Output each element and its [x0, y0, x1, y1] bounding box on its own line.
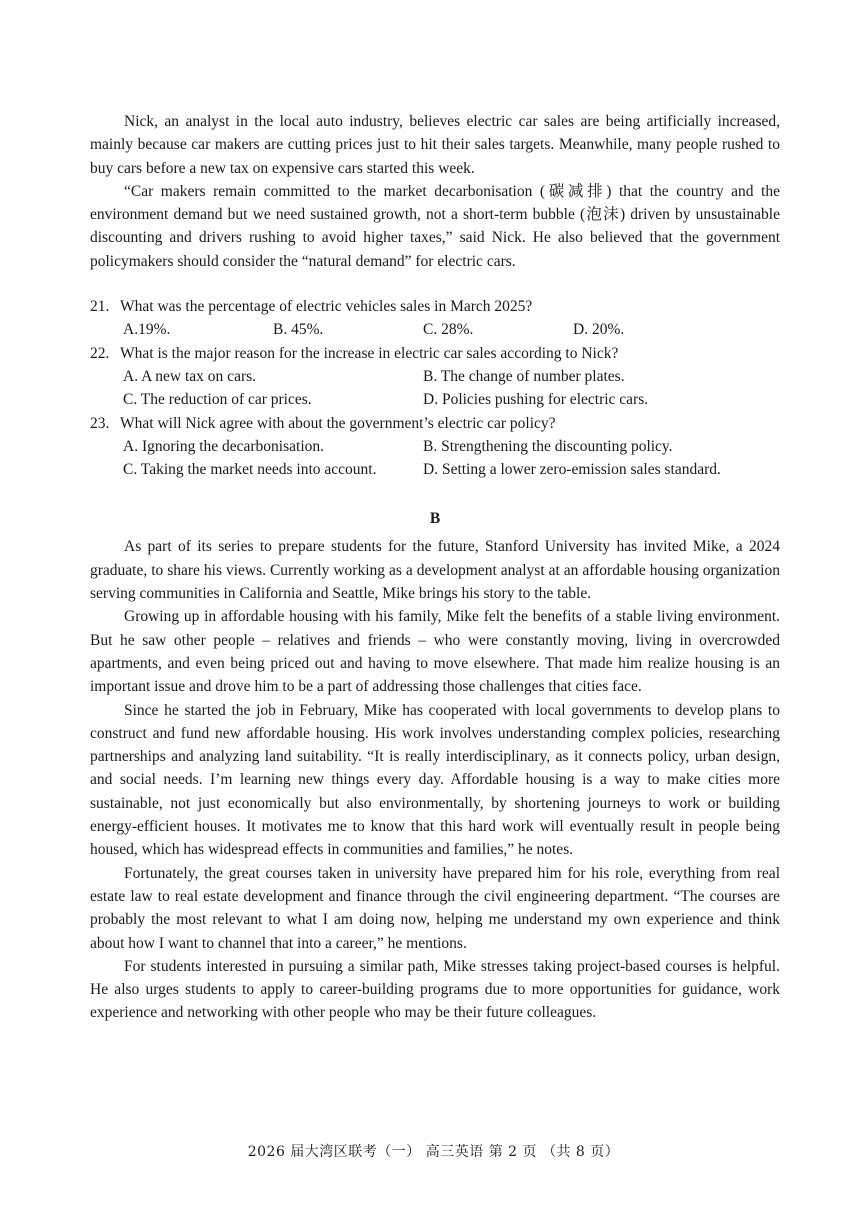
option-a: A. A new tax on cars. [123, 367, 257, 385]
question-number: 23. [90, 414, 110, 432]
option-b: B. The change of number plates. [423, 367, 625, 385]
question-stem: What will Nick agree with about the government’s electric car policy? [120, 414, 556, 432]
option-c: C. Taking the market needs into account. [123, 461, 377, 479]
question-23 [90, 412, 780, 482]
option-c: C. 28%. [423, 321, 474, 339]
passage-b-paragraph-1: As part of its series to prepare students for the future, Stanford University has invited Mike, a 2024 graduate, to share his views. Currently working as a development analyst at an affordable housing organization serving communities in California and Seattle, Mike brings his story to the table. [90, 538, 780, 603]
question-stem: What was the percentage of electric vehicles sales in March 2025? [120, 298, 533, 316]
passage-a-paragraph-2: “Car makers remain committed to the market decarbonisation (碳减排) that the country and the environment demand but we need sustained growth, not a short-term bubble (泡沫) driven by unsustainable discounting and drivers rushing to avoid higher taxes,” said Nick. He also believed that the government policymakers should consider the “natural demand” for electric cars. [90, 182, 780, 270]
passage-b-paragraph-4: Fortunately, the great courses taken in university have prepared him for his role, everything from real estate law to real estate development and finance through the civil engineering department. “The courses are probably the most relevant to what I am doing now, helping me understand my own experience and think about how I want to channel that into a career,” he mentions. [90, 864, 780, 952]
option-b: B. Strengthening the discounting policy. [423, 437, 673, 455]
question-21 [90, 295, 780, 342]
passage-a-paragraph-1: Nick, an analyst in the local auto industry, believes electric car sales are being artificially increased, mainly because car makers are cutting prices just to hit their sales targets. Meanwhile, many people rushed to buy cars before a new tax on expensive cars started this week. [90, 113, 780, 177]
option-a: A. Ignoring the decarbonisation. [123, 437, 325, 455]
option-b: B. 45%. [273, 321, 324, 339]
passage-b-paragraph-2: Growing up in affordable housing with his family, Mike felt the benefits of a stable living environment. But he saw other people – relatives and friends – who were constantly moving, living in overcrowded apartments, and even being priced out and having to move elsewhere. That made him realize housing is an important issue and drove him to be a part of addressing those challenges that cities face. [90, 608, 780, 696]
question-stem: What is the major reason for the increase in electric car sales according to Nick? [120, 344, 619, 362]
option-d: D. Setting a lower zero-emission sales standard. [423, 461, 721, 479]
question-number: 22. [90, 344, 110, 362]
option-c: C. The reduction of car prices. [123, 391, 312, 409]
option-d: D. 20%. [573, 321, 625, 339]
exam-page [90, 110, 780, 1025]
section-b-heading: B [429, 510, 441, 528]
option-d: D. Policies pushing for electric cars. [423, 391, 649, 409]
page-footer: 2026 届大湾区联考（一） 高三英语 第 2 页 （共 8 页） [247, 1144, 620, 1160]
option-a: A.19%. [123, 321, 171, 339]
passage-b-paragraph-5: For students interested in pursuing a similar path, Mike stresses taking project-based courses is helpful. He also urges students to apply to career-building programs due to more opportunities for guidance, work experience and networking with other people who may be their future colleagues. [90, 957, 780, 1022]
passage-b-paragraph-3: Since he started the job in February, Mike has cooperated with local governments to develop plans to construct and fund new affordable housing. His work involves understanding complex policies, researching partnerships and analyzing land suitability. “It is really interdisciplinary, as it connects policy, urban design, and social needs. I’m learning new things every day. Affordable housing is a way to make cities more sustainable, not just economically but also environmentally, by shortening journeys to work or building energy-efficient houses. It motivates me to know that this hard work will eventually result in people being housed, which has widespread effects in communities and families,” he notes. [90, 701, 780, 859]
question-22 [90, 342, 780, 412]
question-number: 21. [90, 298, 110, 316]
